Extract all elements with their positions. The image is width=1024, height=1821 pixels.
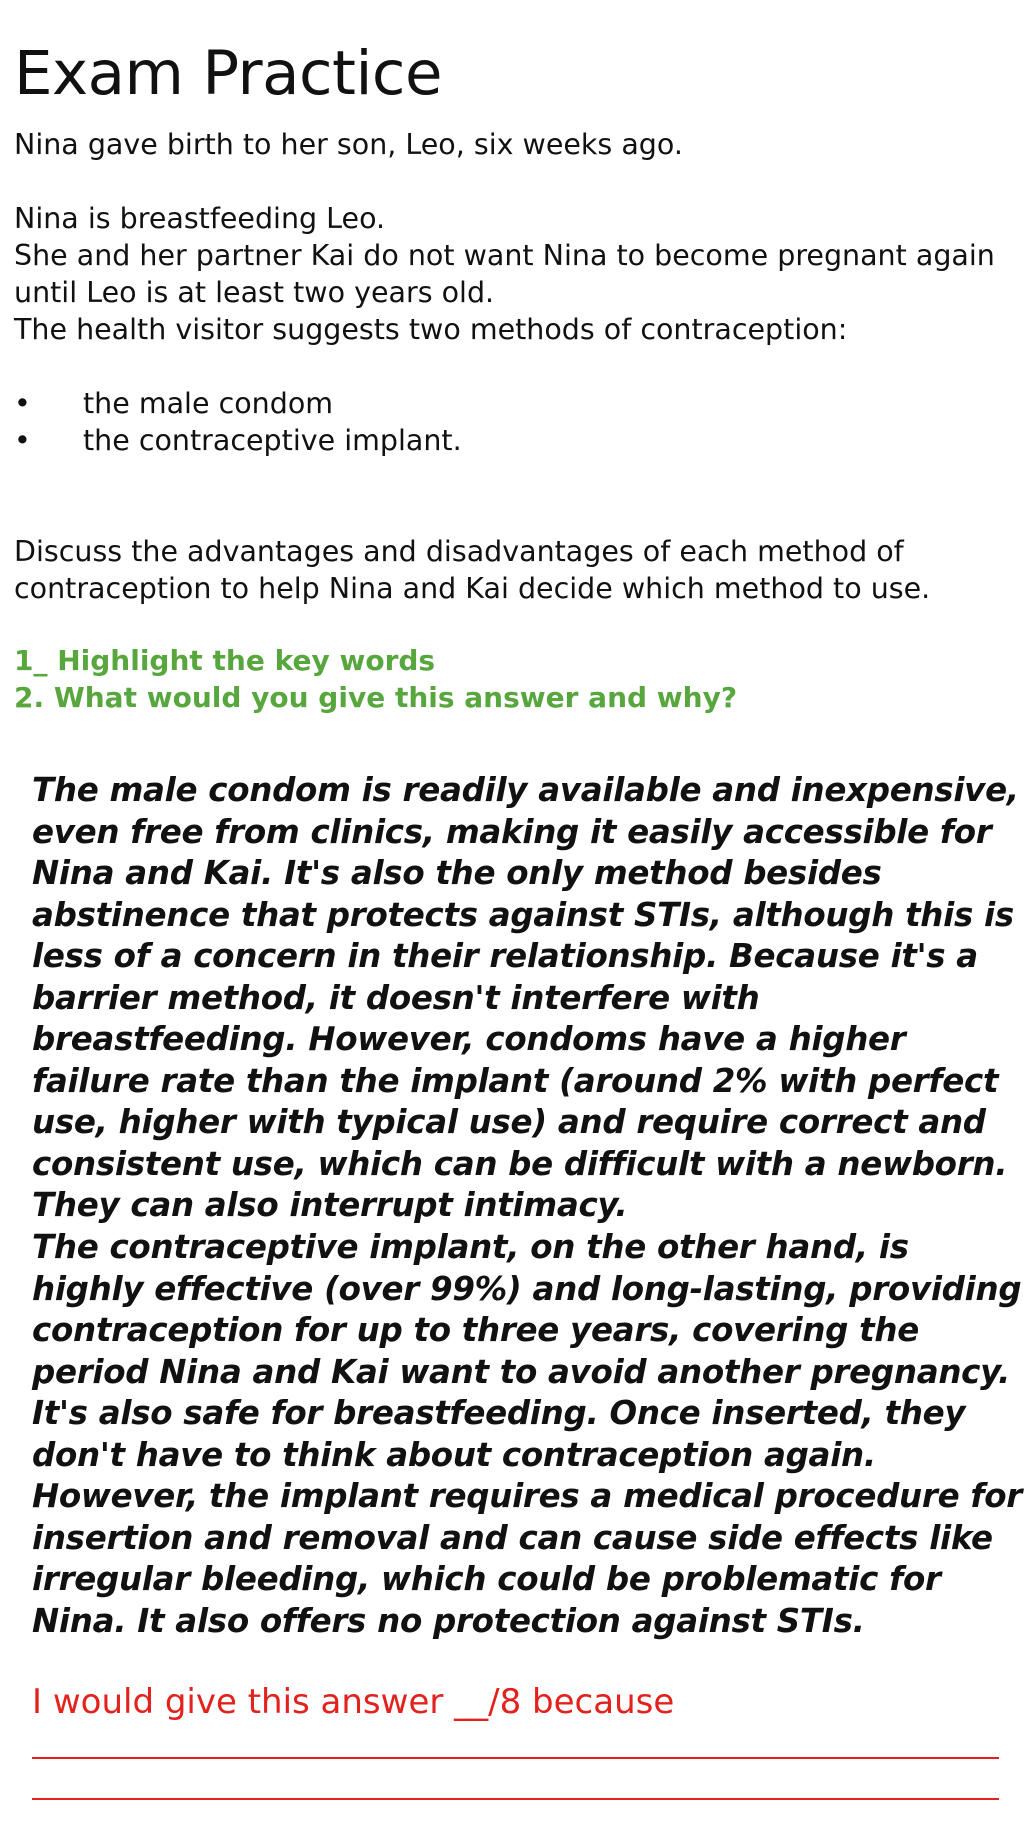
answer-line	[32, 1757, 999, 1759]
context-line-1: Nina is breastfeeding Leo.	[14, 202, 386, 235]
answer-line	[32, 1798, 999, 1800]
bullet-icon: •	[14, 387, 31, 420]
task-2: 2. What would you give this answer and why?	[14, 681, 738, 714]
page-title: Exam Practice	[14, 38, 442, 109]
intro-text: Nina gave birth to her son, Leo, six weeks ago.	[14, 128, 683, 161]
context-line-2: She and her partner Kai do not want Nina to become pregnant again until Leo is at least two years old.	[14, 239, 995, 309]
question-text: Discuss the advantages and disadvantages of each method of contraception to help Nina and Kai decide which method to use.	[14, 535, 931, 605]
method-label: the male condom	[83, 387, 334, 420]
method-label: the contraceptive implant.	[83, 424, 462, 457]
answer-paragraph-condom: The male condom is readily available and inexpensive, even free from clinics, making it easily accessible for Nina and Kai. It's also the only method besides abstinence that protects against STIs, although this is less of a concern in their relationship. Because it's a barrier method, it doesn't interfere with breastfeeding. However, condoms have a higher failure rate than the implant (around 2% with perfect use, higher with typical use) and require correct and consistent use, which can be difficult with a newborn. They can also interrupt intimacy.	[32, 771, 1019, 1224]
bullet-icon: •	[14, 424, 31, 457]
context-line-3: The health visitor suggests two methods of contraception:	[14, 313, 848, 346]
answer-paragraph-implant: The contraceptive implant, on the other hand, is highly effective (over 99%) and long-lasting, providing contraception for up to three years, covering the period Nina and Kai want to avoid another pregnancy. It's also safe for breastfeeding. Once inserted, they don't have to think about contraception again. However, the implant requires a medical procedure for insertion and removal and can cause side effects like irregular bleeding, which could be problematic for Nina. It also offers no protection against STIs.	[32, 1228, 1022, 1640]
task-1: 1_ Highlight the key words	[14, 644, 436, 677]
grade-prompt: I would give this answer __/8 because	[32, 1682, 675, 1722]
